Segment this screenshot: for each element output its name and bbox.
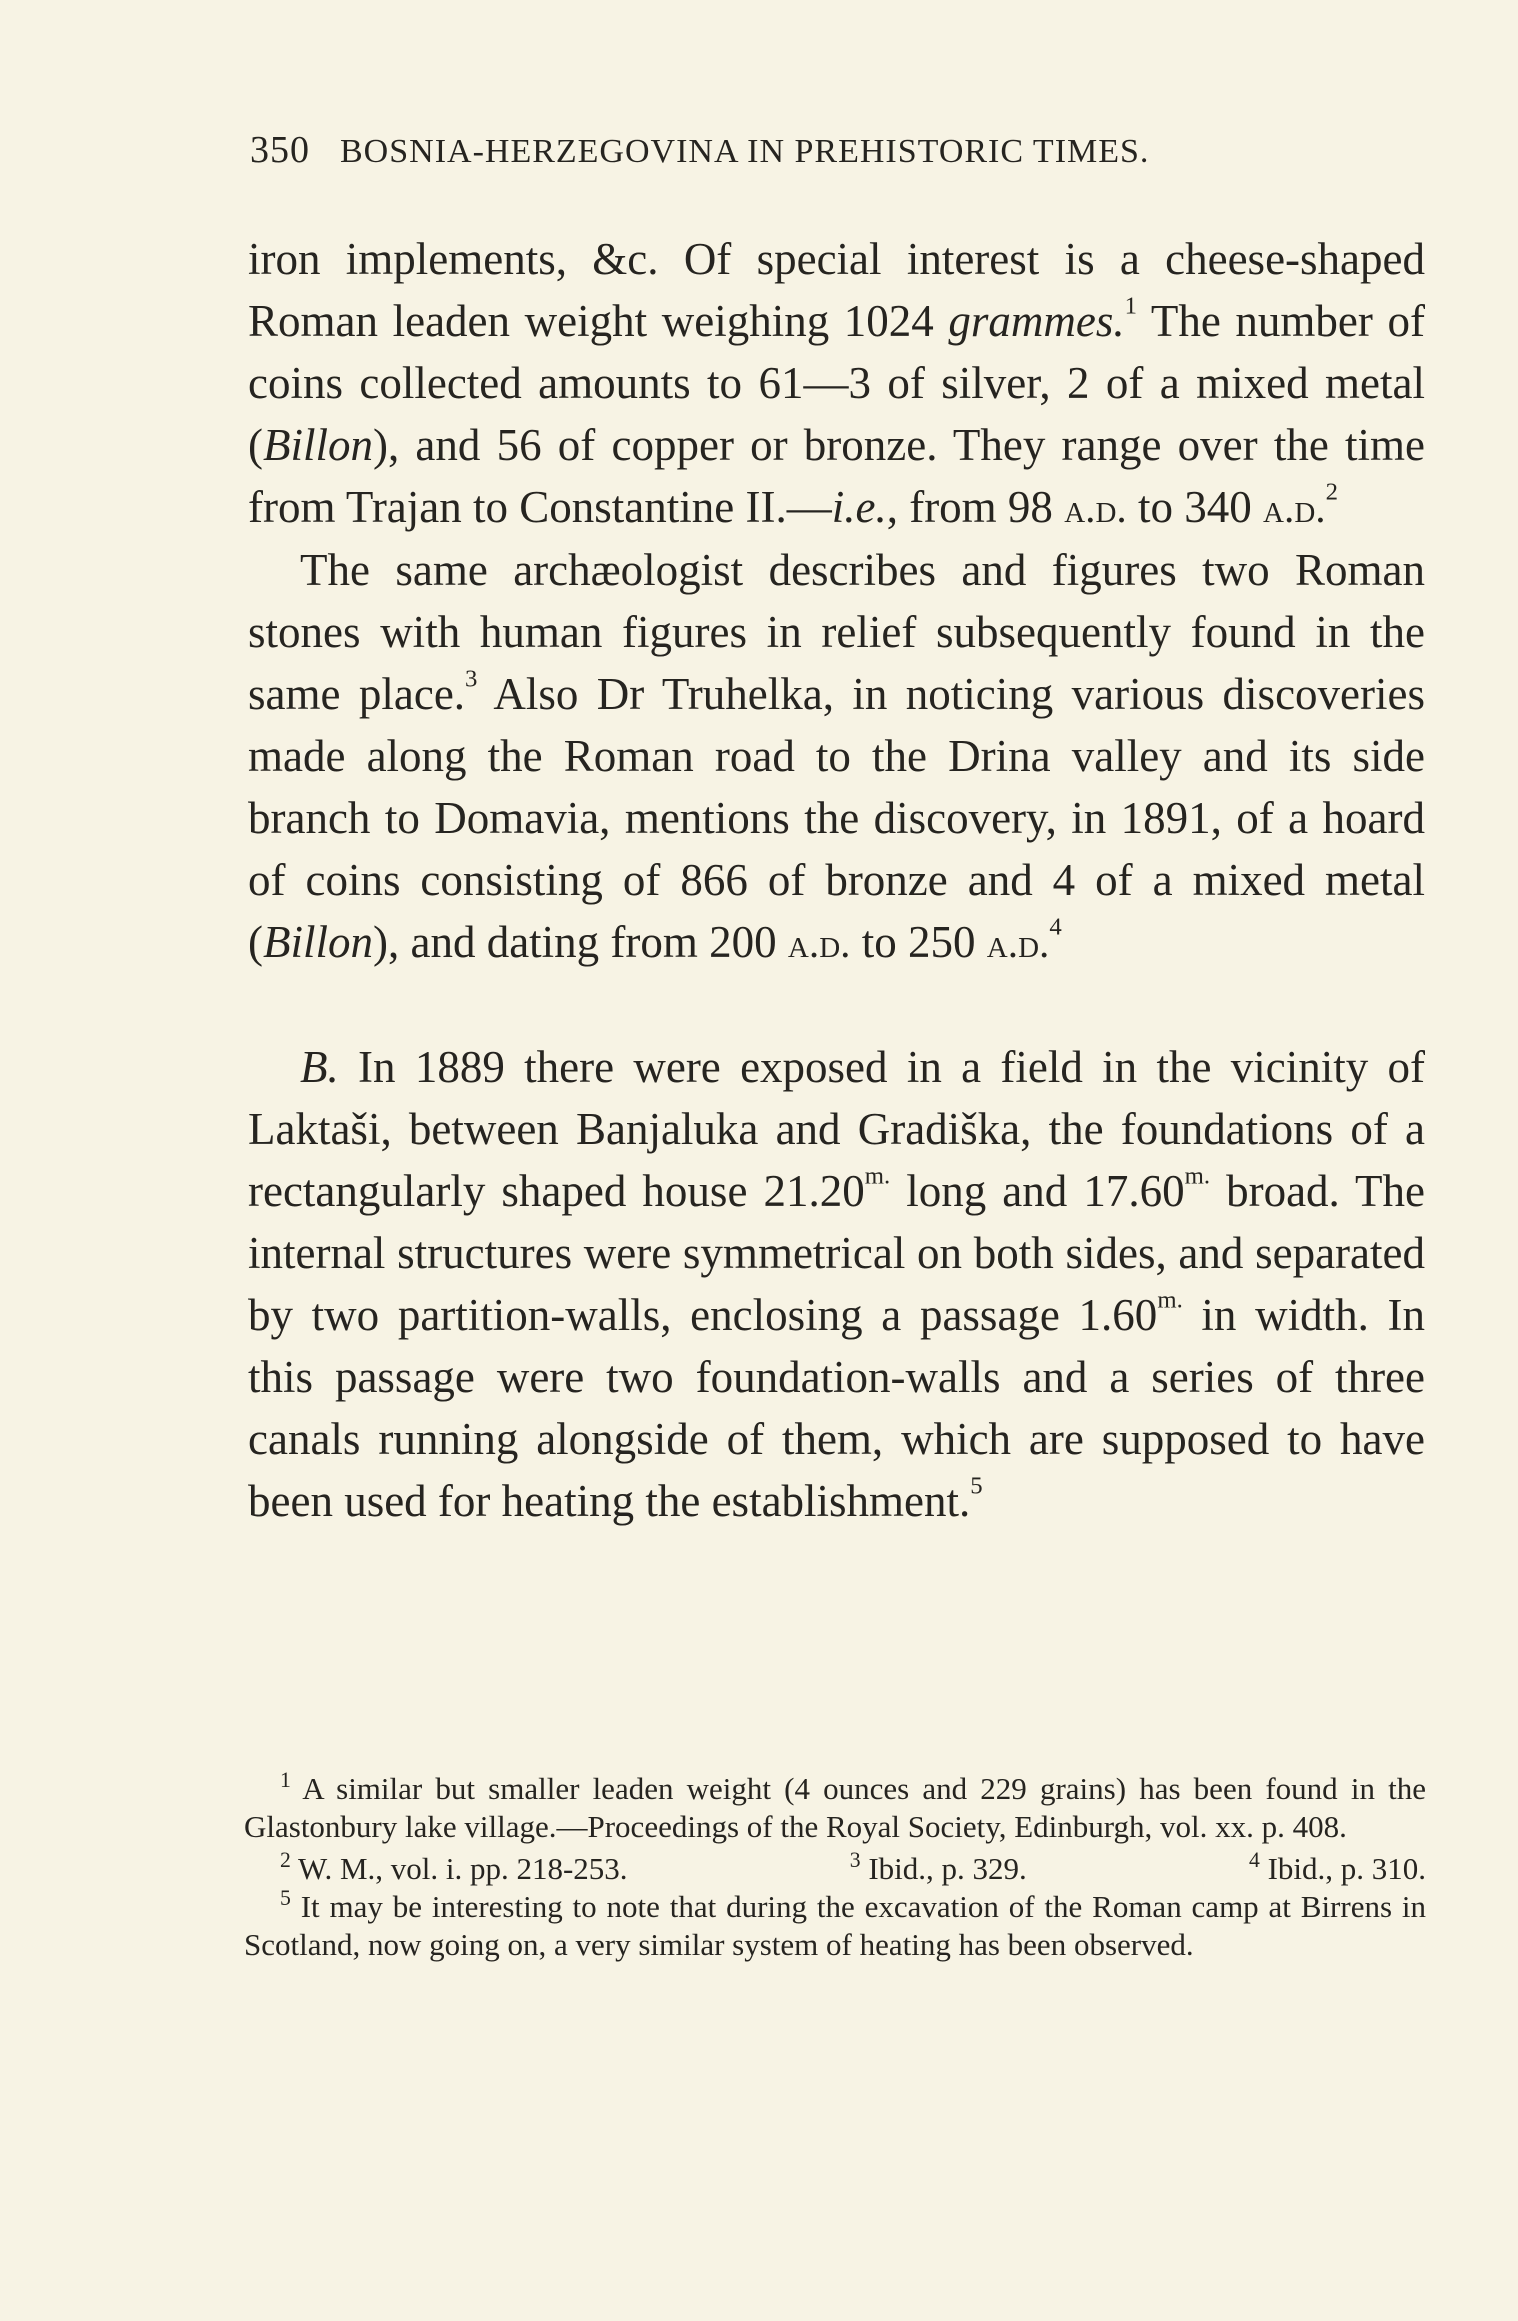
page-number: 350 [250,129,310,171]
unit-superscript: m. [864,1162,891,1190]
footnote-number: 3 [849,1848,861,1873]
paragraph-coins [248,228,1425,539]
small-caps-run: a.d. [1263,485,1326,531]
text-run: , from 98 [886,482,1065,532]
footnote-number: 1 [280,1768,291,1793]
text-run: long and 17.60 [890,1166,1185,1216]
text-run: The number of coins collected amounts to 61—3 of silver, 2 of a mixed metal ( [248,296,1425,470]
paragraph-section-b [248,1036,1425,1532]
running-head [250,128,1380,172]
small-caps-run: a.d. [787,920,851,966]
text-run: The same archæologist describes and figures two Roman stones with human figures in relief subsequently found in the same place. [248,545,1425,719]
footnote-3 [850,1850,1027,1888]
footnote-1 [244,1770,1426,1846]
footnote-text: Ibid., p. 310. [1259,1851,1426,1886]
footnote-text: A similar but smaller leaden weight (4 ounces and 229 grains) has been found in the Glastonbury lake village.—Proceedings of the Royal Society, Edinburgh, vol. xx. p. 408. [244,1771,1426,1844]
footnote-ref: 2 [1325,478,1339,506]
footnote-text: Ibid., p. 329. [860,1851,1027,1886]
italic-run: grammes. [948,296,1125,346]
footnote-ref: 3 [465,665,478,693]
text-run: ), and 56 of copper or bronze. They range over the time from Trajan to Constantine II.— [248,420,1425,532]
paragraph-stones [248,539,1425,974]
small-caps-run: a.d. [986,920,1050,966]
footnote-5 [244,1888,1426,1964]
small-caps-run: a.d. [1064,485,1127,531]
text-run: to 340 [1126,482,1264,532]
unit-superscript: m. [1184,1162,1211,1190]
footnote-ref: 5 [970,1472,983,1500]
footnote-text: W. M., vol. i. pp. 218-253. [290,1851,628,1886]
italic-run: Billon [263,917,373,967]
running-title: BOSNIA-HERZEGOVINA IN PREHISTORIC TIMES. [340,133,1150,170]
main-text [248,228,1425,1532]
footnote-4 [1249,1850,1426,1888]
footnote-row [244,1850,1426,1888]
section-label: B. [300,1042,339,1092]
text-run: in width. In this passage were two foundation-walls and a series of three canals running alongside of them, which are supposed to have been used for heating the establishment. [248,1290,1425,1526]
text-run: broad. The internal structures were symmetrical on both sides, and separated by two partition-walls, enclosing a passage 1.60 [248,1166,1425,1340]
footnote-number: 5 [280,1886,291,1911]
text-run: iron implements, &c. Of special interest is a cheese-shaped Roman leaden weight weighing 1024 [248,234,1425,346]
footnote-number: 4 [1248,1848,1260,1873]
text-run: ), and dating from 200 [373,917,788,967]
footnotes [244,1770,1426,1964]
text-run: Also Dr Truhelka, in noticing various discoveries made along the Roman road to the Drina valley and its side branch to Domavia, mentions the discovery, in 1891, of a hoard of coins consisting of 866 of bronze and 4 of a mixed metal ( [248,669,1425,967]
footnote-number: 2 [280,1848,291,1873]
italic-run: i.e. [831,482,887,532]
unit-superscript: m. [1157,1286,1183,1314]
footnote-ref: 4 [1049,913,1062,941]
text-run: In 1889 there were exposed in a field in the vicinity of Laktaši, between Banjaluka and Gradiška, the foundations of a rectangularly shaped house 21.20 [248,1042,1425,1216]
footnote-text: It may be interesting to note that during the excavation of the Roman camp at Birrens in Scotland, now going on, a very similar system of heating has been observed. [244,1889,1426,1962]
text-run: to 250 [850,917,987,967]
footnote-2 [280,1850,628,1888]
footnote-ref: 1 [1124,292,1138,320]
italic-run: Billon [263,420,373,470]
